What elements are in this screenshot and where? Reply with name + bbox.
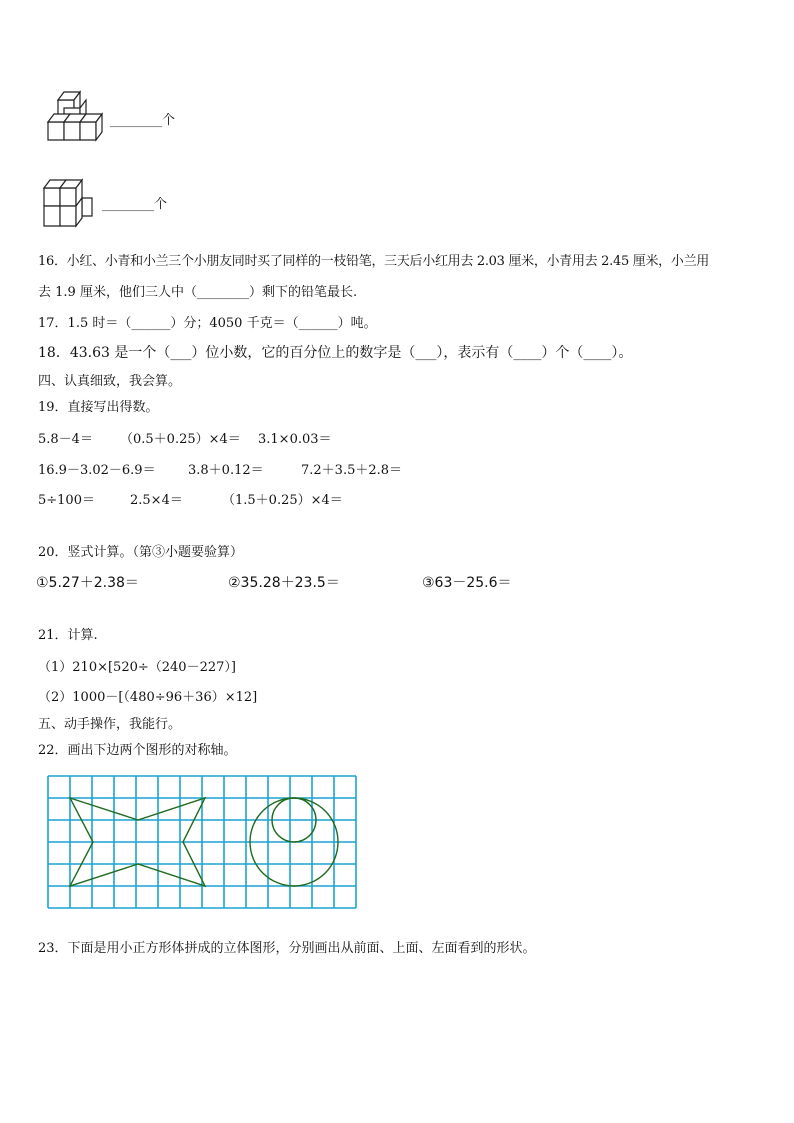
- cube-figure-1: [44, 86, 110, 146]
- q21-item-2: （2）1000－[（480÷96＋36）×12]: [38, 690, 258, 705]
- q17-text: 17．1.5 时＝（______）分；4050 千克＝（______）吨。: [38, 316, 377, 331]
- q19-r2-c2: 3.8＋0.12＝: [188, 463, 264, 478]
- figure-2-answer: [102, 193, 167, 212]
- q19-title: 19．直接写出得数。: [38, 400, 159, 415]
- figure-1-answer: [110, 109, 175, 128]
- q19-r1-c1: 5.8－4＝: [38, 432, 93, 447]
- q22-title: 22．画出下边两个图形的对称轴。: [38, 743, 237, 758]
- q18-text: 18．43.63 是一个（___）位小数，它的百分位上的数字是（___），表示有（____）个（____）。: [38, 345, 633, 361]
- figure-2-blank: ________: [102, 197, 154, 212]
- q19-r1-c3: 3.1×0.03＝: [258, 432, 332, 447]
- q19-r3-c3: （1.5＋0.25）×4＝: [222, 493, 343, 508]
- q19-r1-c2: （0.5＋0.25）×4＝: [120, 432, 241, 447]
- q20-title: 20．竖式计算。（第③小题要验算）: [38, 545, 244, 560]
- figure-2-unit: 个: [154, 197, 168, 212]
- symmetry-grid-figure: [48, 776, 360, 912]
- q16-line-1: 16．小红、小青和小兰三个小朋友同时买了同样的一枝铅笔，三天后小红用去 2.03 厘米，小青用去 2.45 厘米，小兰用: [38, 254, 709, 269]
- q19-r3-c1: 5÷100＝: [38, 493, 95, 508]
- q19-r3-c2: 2.5×4＝: [130, 493, 183, 508]
- cube-figure-2: [40, 176, 100, 230]
- figure-1-blank: ________: [110, 113, 162, 128]
- section-5-title: 五、动手操作，我能行。: [38, 717, 182, 732]
- q21-title: 21．计算.: [38, 628, 98, 643]
- grid-lines: [48, 776, 356, 908]
- q19-r2-c1: 16.9－3.02－6.9＝: [38, 463, 156, 478]
- section-4-title: 四、认真细致，我会算。: [38, 374, 182, 389]
- q20-item-1: ①5.27＋2.38＝: [36, 575, 139, 591]
- q23-title: 23．下面是用小正方形体拼成的立体图形，分别画出从前面、上面、左面看到的形状。: [38, 941, 536, 956]
- q20-item-2: ②35.28＋23.5＝: [228, 575, 340, 591]
- q20-item-3: ③63－25.6＝: [422, 575, 512, 591]
- q19-r2-c3: 7.2＋3.5＋2.8＝: [301, 463, 403, 478]
- q16-line-2: 去 1.9 厘米，他们三人中（________）剩下的铅笔最长.: [38, 285, 358, 300]
- q21-item-1: （1）210×[520÷（240－227）]: [38, 660, 236, 675]
- figure-1-unit: 个: [162, 113, 176, 128]
